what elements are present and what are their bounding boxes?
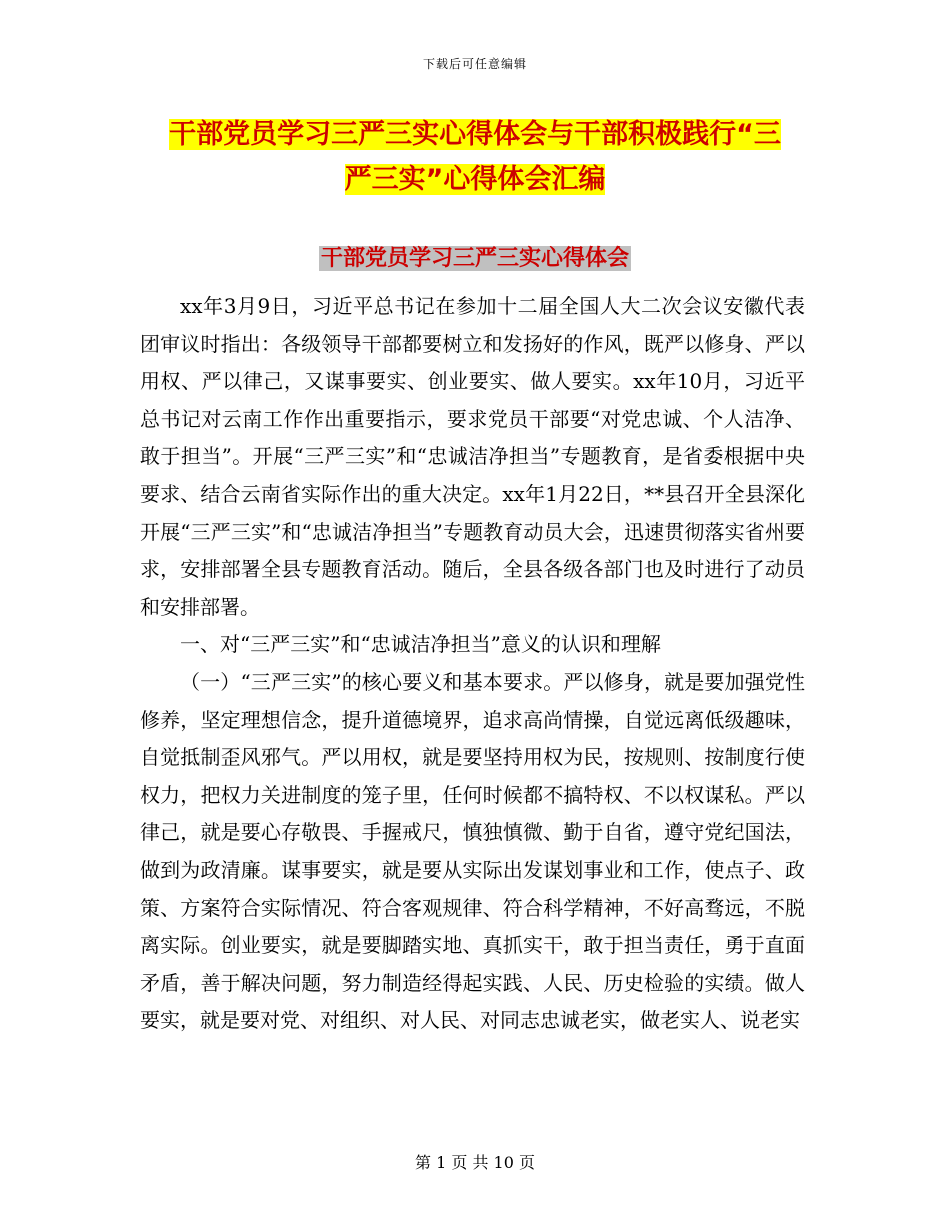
title-line-2: 严三实”心得体会汇编: [344, 164, 606, 195]
section-title: [0, 244, 950, 274]
footer-label-page: 第: [414, 1153, 431, 1172]
footer-total-pages: 10: [493, 1153, 514, 1172]
document-title: [140, 112, 810, 202]
footer-label-of: 页 共: [451, 1153, 489, 1172]
paragraph-intro: xx年3月9日，习近平总书记在参加十二届全国人大二次会议安徽代表团审议时指出：各级领导干部都要树立和发扬好的作风，既严以修身、严以用权、严以律己，又谋事要实、创业要实、做人要实。xx年10月，习近平总书记对云南工作作出重要指示，要求党员干部要“对党忠诚、个人洁净、敢于担当”。开展“三严三实”和“忠诚洁净担当”专题教育，是省委根据中央要求、结合云南省实际作出的重大决定。xx年1月22日，**县召开全县深化开展“三严三实”和“忠诚洁净担当”专题教育动员大会，迅速贯彻落实省州要求，安排部署全县专题教育活动。随后，全县各级各部门也及时进行了动员和安排部署。: [140, 294, 805, 619]
title-line-1: 干部党员学习三严三实心得体会与干部积极践行“三: [169, 119, 781, 150]
page-footer: [0, 1150, 950, 1173]
footer-page-number: 1: [436, 1153, 447, 1172]
section-title-text: 干部党员学习三严三实心得体会: [320, 246, 629, 271]
document-body: [140, 288, 805, 1040]
paragraph-core-meaning: （一）“三严三实”的核心要义和基本要求。严以修身，就是要加强党性修养，坚定理想信念，提升道德境界，追求高尚情操，自觉远离低级趣味，自觉抵制歪风邪气。严以用权，就是要坚持用权为民，按规则、按制度行使权力，把权力关进制度的笼子里，任何时候都不搞特权、不以权谋私。严以律己，就是要心存敬畏、手握戒尺，慎独慎微、勤于自省，遵守党纪国法，做到为政清廉。谋事要实，就是要从实际出发谋划事业和工作，使点子、政策、方案符合实际情况、符合客观规律、符合科学精神，不好高骛远，不脱离实际。创业要实，就是要脚踏实地、真抓实干，敢于担当责任，勇于直面矛盾，善于解决问题，努力制造经得起实践、人民、历史检验的实绩。做人要实，就是要对党、对组织、对人民、对同志忠诚老实，做老实人、说老实: [140, 669, 805, 1033]
footer-label-end: 页: [519, 1153, 536, 1172]
header-note: 下载后可任意编辑: [422, 57, 527, 71]
paragraph-heading-1: 一、对“三严三实”和“忠诚洁净担当”意义的认识和理解: [180, 632, 661, 657]
